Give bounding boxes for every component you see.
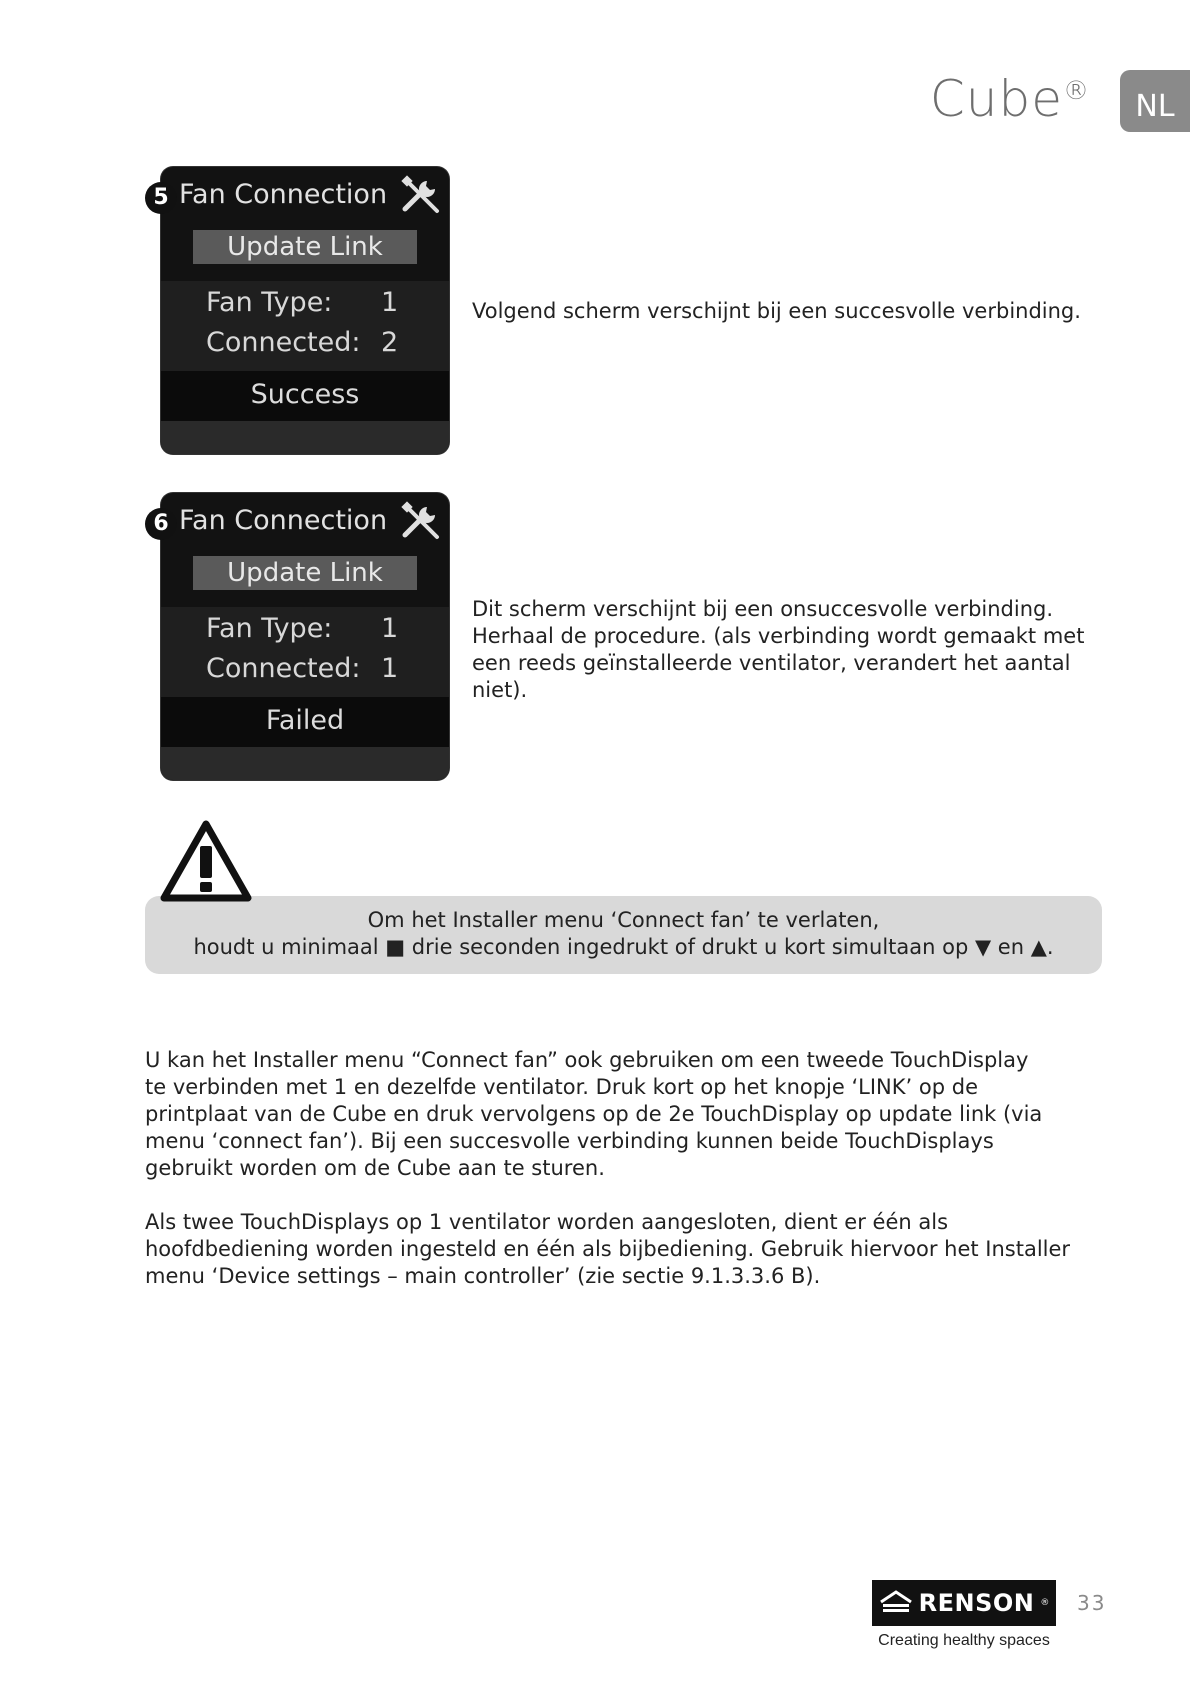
logo-registered-mark: ®	[1040, 1598, 1050, 1608]
tagline: Creating healthy spaces	[878, 1632, 1050, 1649]
screen-title: Fan Connection	[179, 179, 388, 210]
fan-type-value: 1	[381, 613, 399, 644]
document-title	[930, 70, 1090, 128]
status-text: Failed	[161, 697, 449, 747]
description-failed: Dit scherm verschijnt bij een onsuccesvolle verbinding. Herhaal de procedure. (als verbinding wordt gemaakt met een reeds geïnstalleerde ventilator, verandert het aantal niet).	[472, 597, 1085, 702]
fan-type-row	[206, 613, 399, 644]
warning-line-1: Om het Installer menu ‘Connect fan’ te verlaten,	[367, 908, 880, 932]
connected-row	[206, 653, 399, 684]
fan-type-row	[206, 287, 399, 318]
language-badge: NL	[1120, 70, 1190, 132]
connected-label: Connected:	[206, 653, 361, 684]
page-number: 33	[1077, 1591, 1107, 1615]
connected-label: Connected:	[206, 327, 361, 358]
screen-footer	[161, 747, 449, 780]
fan-type-label: Fan Type:	[206, 613, 333, 644]
warning-line-2: houdt u minimaal ■ drie seconden ingedrukt of drukt u kort simultaan op ▼ en ▲.	[193, 935, 1054, 959]
update-link-button[interactable]: Update Link	[193, 556, 417, 590]
fan-connection-screen-failed	[161, 493, 449, 780]
title-text: Cube	[929, 70, 1063, 128]
tools-icon	[399, 499, 443, 543]
step-badge-5: 5	[145, 182, 177, 214]
step-badge-6: 6	[145, 508, 177, 540]
fan-type-label: Fan Type:	[206, 287, 333, 318]
renson-logo	[872, 1580, 1056, 1626]
body-paragraph-2: Als twee TouchDisplays op 1 ventilator worden aangesloten, dient er één als hoofdbediening worden ingesteld en één als bijbediening. Gebruik hiervoor het Installer menu ‘Device settings – main controller’ (zie sectie 9.1.3.3.6 B).	[145, 1210, 1071, 1288]
warning-note	[145, 896, 1102, 974]
screen-title: Fan Connection	[179, 505, 388, 536]
warning-icon	[160, 818, 252, 904]
update-link-button[interactable]: Update Link	[193, 230, 417, 264]
connected-value: 1	[381, 653, 399, 684]
status-text: Success	[161, 371, 449, 421]
house-logo-icon	[879, 1590, 913, 1616]
registered-mark: ®	[1063, 76, 1090, 106]
fan-connection-screen-success	[161, 167, 449, 454]
connected-value: 2	[381, 327, 399, 358]
fan-type-value: 1	[381, 287, 399, 318]
screen-footer	[161, 421, 449, 454]
description-success: Volgend scherm verschijnt bij een succesvolle verbinding.	[472, 299, 1081, 323]
tools-icon	[399, 173, 443, 217]
logo-text: RENSON	[918, 1589, 1035, 1617]
body-paragraph-1: U kan het Installer menu “Connect fan” ook gebruiken om een tweede TouchDisplay te verbinden met 1 en dezelfde ventilator. Druk kort op het knopje ‘LINK’ op de printplaat van de Cube en druk vervolgens op de 2e TouchDisplay op update link (via menu ‘connect fan’). Bij een succesvolle verbinding kunnen beide TouchDisplays gebruikt worden om de Cube aan te sturen.	[145, 1048, 1043, 1180]
connected-row	[206, 327, 399, 358]
